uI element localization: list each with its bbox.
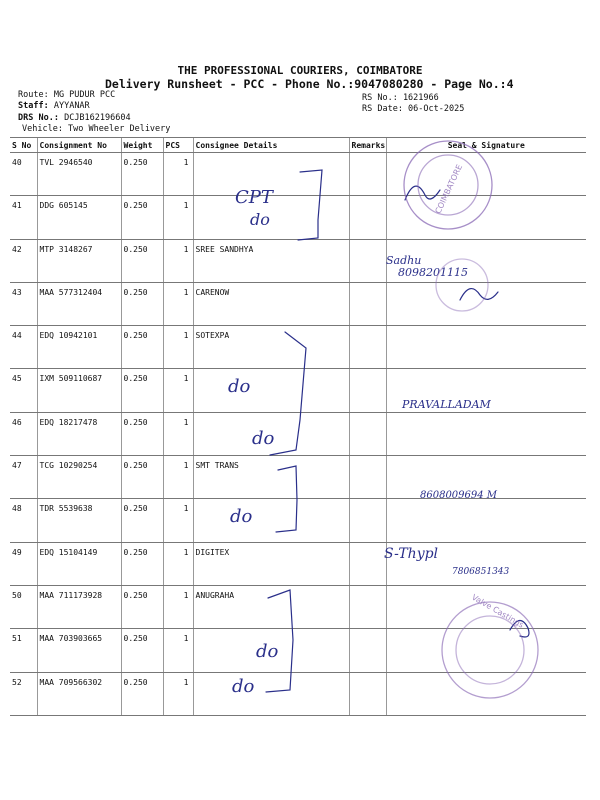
cell-pcs: 1 [163,629,193,672]
hand-do-5: do [256,641,279,662]
cell-pcs: 1 [163,499,193,542]
cell-sno: 51 [10,629,37,672]
hand-do-4: do [230,506,253,527]
hand-do-6: do [232,676,255,697]
cell-weight: 0.250 [121,239,163,282]
cell-pcs: 1 [163,542,193,585]
route-text: Route: MG PUDUR PCC [18,90,116,100]
cell-consignee: CARENOW [193,282,349,325]
cell-consignment: MAA 577312404 [37,282,121,325]
cell-consignment: EDQ 15104149 [37,542,121,585]
cell-sno: 44 [10,326,37,369]
cell-weight: 0.250 [121,412,163,455]
col-consignee: Consignee Details [193,138,349,153]
cell-weight: 0.250 [121,282,163,325]
cell-pcs: 1 [163,153,193,196]
cell-consignment: MTP 3148267 [37,239,121,282]
company-title: THE PROFESSIONAL COURIERS, COIMBATORE [177,64,423,77]
stamp-1-text: COIMBATORE [433,163,465,216]
bracket-47-48 [276,466,297,532]
cell-pcs: 1 [163,239,193,282]
signature-45: PRAVALLADAM [402,398,491,411]
staff-value: AYYANAR [53,101,90,111]
cell-sno: 49 [10,542,37,585]
hand-do-1: do [250,210,270,229]
cell-weight: 0.250 [121,369,163,412]
cell-consignment: MAA 711173928 [37,585,121,628]
cell-sno: 43 [10,282,37,325]
cell-consignee: SMT TRANS [193,456,349,499]
cell-sno: 42 [10,239,37,282]
staff-label: Staff: [18,101,49,111]
cell-weight: 0.250 [121,326,163,369]
bracket-40-41 [298,170,322,240]
cell-weight: 0.250 [121,672,163,715]
signature-40-scribble [405,186,440,200]
cell-weight: 0.250 [121,585,163,628]
cell-pcs: 1 [163,196,193,239]
cell-consignment: IXM 509110687 [37,369,121,412]
cell-weight: 0.250 [121,629,163,672]
cell-pcs: 1 [163,282,193,325]
cell-consignment: TDR 5539638 [37,499,121,542]
signature-49: S-Thypl [384,546,439,562]
cell-consignee: DIGITEX [193,542,349,585]
rs-date: RS Date: 06-Oct-2025 [362,104,465,114]
col-pcs: PCS [163,138,193,153]
runsheet-title: Delivery Runsheet - PCC - Phone No.:9047080280 - Page No.:4 [105,77,514,91]
cell-consignee: SREE SANDHYA [193,239,349,282]
cell-sno: 50 [10,585,37,628]
cell-weight: 0.250 [121,196,163,239]
rs-number: RS No.: 1621966 [362,93,439,103]
signature-43-scribble [460,289,498,300]
cell-sno: 52 [10,672,37,715]
hand-do-2: do [228,376,251,397]
cell-pcs: 1 [163,326,193,369]
hand-cpt: CPT [235,187,273,208]
vehicle-text: Vehicle: Two Wheeler Delivery [22,124,171,134]
stamp-2-text: Valve Castings [470,592,526,630]
cell-consignment: EDQ 10942101 [37,326,121,369]
cell-sno: 48 [10,499,37,542]
cell-sno: 47 [10,456,37,499]
cell-weight: 0.250 [121,542,163,585]
col-consignment: Consignment No [37,138,121,153]
col-sno: S No [10,138,37,153]
drs-value: DCJB162196604 [64,113,131,123]
cell-consignment: DDG 605145 [37,196,121,239]
cell-consignment: TVL 2946540 [37,153,121,196]
cell-weight: 0.250 [121,499,163,542]
cell-sno: 46 [10,412,37,455]
hand-do-3: do [252,428,275,449]
signature-49-phone: 7806851343 [452,567,510,577]
cell-pcs: 1 [163,369,193,412]
cell-consignee: ANUGRAHA [193,585,349,628]
cell-consignment: MAA 709566302 [37,672,121,715]
cell-sno: 45 [10,369,37,412]
cell-sno: 41 [10,196,37,239]
drs-label: DRS No.: [18,113,59,123]
cell-weight: 0.250 [121,153,163,196]
signature-42-phone: 8098201115 [398,266,468,279]
cell-pcs: 1 [163,585,193,628]
signature-42-name: Sadhu [386,254,422,267]
cell-consignee: SOTEXPA [193,326,349,369]
col-signature: Seal & Signature [386,138,586,153]
cell-sno: 40 [10,153,37,196]
cell-consignment: MAA 703903665 [37,629,121,672]
cell-pcs: 1 [163,412,193,455]
cell-pcs: 1 [163,456,193,499]
cell-consignment: EDQ 18217478 [37,412,121,455]
cell-pcs: 1 [163,672,193,715]
signature-48-phone: 8608009694 M [420,490,498,501]
cell-weight: 0.250 [121,456,163,499]
col-weight: Weight [121,138,163,153]
col-remarks: Remarks [349,138,386,153]
cell-consignment: TCG 10290254 [37,456,121,499]
bracket-45-46 [270,332,306,455]
